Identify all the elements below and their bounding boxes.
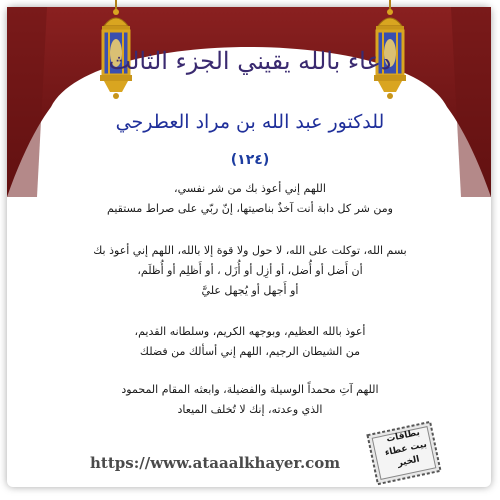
dua-line: ومن شر كل دابة أنت آخذٌ بناصيتها، إنّ ربّي على صراط مستقيم xyxy=(107,202,393,215)
badge-line: بطاقات xyxy=(385,427,421,445)
dua-line: أن أَضل أو أُضل، أو أزِل أو أُزَل ، أو أَظلِم أو أُظلَم، xyxy=(137,264,363,277)
dua-line: اللهم إني أعوذ بك من شر نفسي، xyxy=(174,182,326,195)
dua-line: بسم الله، توكلت على الله، لا حول ولا قوة إلا بالله، اللهم إني أعوذ بك xyxy=(93,244,407,257)
author-name: للدكتور عبد الله بن مراد العطرجي xyxy=(115,111,385,133)
dua-paragraph-4 xyxy=(40,380,460,420)
card-number: (١٢٤) xyxy=(230,152,270,168)
website-link[interactable]: https://www.ataaalkhayer.com xyxy=(90,454,341,472)
dua-line: أعوذ بالله العظيم، وبوجهه الكريم، وسلطانه القديم، xyxy=(134,325,366,338)
dua-line: الذي وعدته، إنك لا تُخلف الميعاد xyxy=(177,403,323,416)
dua-line: اللهم آتِ محمداً الوسيلة والفضيلة، وابعثه المقام المحمود xyxy=(121,383,379,396)
card-title: دعاء بالله يقيني الجزء الثالث xyxy=(108,47,392,75)
dua-line: من الشيطان الرجيم، اللهم إني أسألك من فضلك xyxy=(139,345,361,358)
dua-paragraph-1 xyxy=(40,179,460,219)
badge-line: بيت عطاء xyxy=(384,439,428,459)
dua-paragraph-3 xyxy=(40,322,460,362)
curtain-decoration xyxy=(7,7,491,197)
dua-paragraph-2 xyxy=(40,241,460,301)
badge-line: الخير xyxy=(396,454,421,469)
dua-line: أو أَجهل أو يُجهل عليَّ xyxy=(201,284,299,297)
